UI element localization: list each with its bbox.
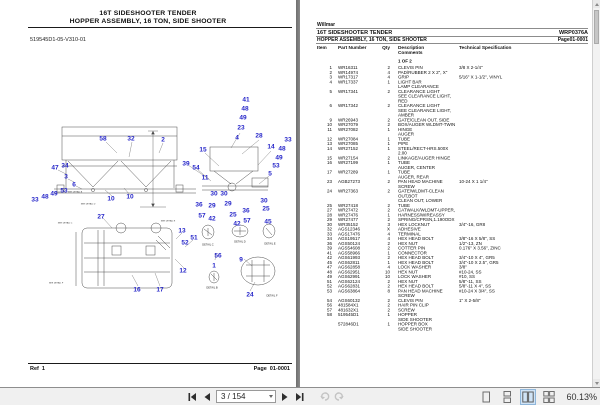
continuous-view-button[interactable] [499,389,515,405]
diagram-callout: 33 [31,196,39,204]
table-row: 15 WR27154 2 LINKAGE/AUGER HINGE [326,155,451,161]
table-row: 33 AGS17476 4 TERMINAL [326,231,421,237]
table-row: 42 AGS61993 2 HEX HEAD BOLT 3/4"-10 X 4", GR5 [326,255,495,260]
col-technical-specification: Technical Specification [459,45,512,51]
facing-pages-icon [522,391,534,403]
table-row: 56 481584X1 2 HAIR PIN CLIP [326,302,429,308]
diagram-callout: 29 [208,202,216,210]
diagram-callout: 33 [284,136,292,144]
footer-page-number: Page 01-0001 [253,366,290,372]
detail-label: DETAIL D [234,240,246,244]
diagram-callout: 49 [275,154,283,162]
hopper-diagram-svg [0,0,296,386]
next-view-button[interactable] [333,391,345,403]
col-part-number: Part Number [338,45,367,51]
arrow-down-icon [595,382,599,385]
scrollbar-thumb[interactable] [594,10,599,44]
table-row: 36 AGS50124 2 HEX NUT 1/2"-13, ZN [326,240,482,246]
diagram-callout: 56 [214,252,222,260]
page-dropdown-caret-icon [269,395,273,398]
last-page-button[interactable] [294,391,306,403]
rule [316,43,588,44]
table-row: 39 AGS54608 2 COTTER PIN 0.176" X 3.56", ZINC [326,245,501,251]
brand-name: Willmar [317,22,336,28]
section-label: 1 OF 2 [398,58,412,64]
parts-table-body [300,66,592,332]
table-row: 32 AGS12346 X ADHESIVE [326,226,421,232]
table-row: 53 AGS63864 8 PAN HEAD MACHINE SCREW #10-24 X 3/4", SS [326,288,495,298]
diagram-callout: 51 [190,234,198,242]
table-row: 30 WR35152 3 HEX LOCKNUT 3/4"-16, GR8 [326,221,486,227]
table-row: 48 AGS62951 10 HEX NUT #10-24, SS [326,269,482,275]
table-header-row [300,46,592,56]
page-number-input[interactable] [216,390,276,403]
table-row: 14 WR27152 1 STEEL/RECT-HRS.500X 2.00 [326,145,449,156]
zoom-level[interactable]: 60.13% [566,391,597,402]
diagram-callout: 54 [192,164,200,172]
diagram-callout: 27 [97,213,105,221]
scroll-down-button[interactable] [593,379,600,387]
diagram-callout: 58 [99,135,107,143]
see-detail-ref: SEE DETAIL C [57,222,73,225]
page-indicator: 3 / 154 [221,392,246,401]
diagram-callout: 30 [210,190,218,198]
diagram-callout: 29 [224,200,232,208]
col-description: Description Comments [398,45,425,56]
facing-view-button[interactable] [520,389,536,405]
footer-rule [28,363,292,364]
diagram-callout: 25 [229,211,237,219]
table-row: 45 AGS62811 1 HEX HEAD BOLT 3/4"-10 X 2.5", GR5 [326,259,499,265]
first-page-button[interactable] [186,391,198,403]
left-page [0,0,296,387]
left-page-title: 16T SIDESHOOTER TENDER [99,10,197,17]
diagram-callout: 23 [237,124,245,132]
diagram-callout: 15 [199,146,207,154]
diagram-callout: 36 [195,201,203,209]
diagram-callout: 49 [50,190,58,198]
first-page-icon [187,392,197,402]
diagram-callout: 13 [178,227,186,235]
diagram-callout: 48 [241,105,249,113]
table-row: 51 AGS62124 2 HEX NUT 5/8"-11, SS [326,278,482,284]
col-qty: Qty [382,45,390,51]
diagram-callout: 48 [41,193,49,201]
diagram-callout: 39 [182,160,190,168]
last-page-icon [295,392,305,402]
diagram-callout: 30 [260,197,268,205]
table-row: 4 WR17337 1 LIGHT BAR LAMP CLEARANCE [329,79,439,89]
diagram-callout: 4 [235,134,239,142]
table-row: 24 WR27363 2 GATE/WLDMT-CLEAN OUT,BOT CLEAN OUT, LOWER [326,188,444,203]
table-row: 13 WR27085 1 PIPE [326,141,409,146]
diagram-callout: 32 [127,135,135,143]
page-ref: Page01-0001 [557,37,588,43]
next-page-icon [280,392,290,402]
detail-label: DETAIL C [202,243,214,247]
parts-title: 16T SIDESHOOTER TENDER [317,29,393,36]
diagram-callout: 9 [239,256,243,264]
diagram-callout: 11 [201,174,209,182]
see-detail-ref: SEE DETAIL E [160,220,176,223]
diagram-callout: 12 [179,267,187,275]
table-row: 16 WR27199 1 TUBE AUGER, CENTER [326,160,436,170]
table-row: 27 WR27472 2 CATWALK/WLDMT-UPPER, [326,207,456,213]
footer-ref: Ref 1 [30,366,45,372]
next-view-icon [334,391,345,402]
next-page-button[interactable] [279,391,291,403]
table-row: 11 WR27082 1 HINGE AUGER [327,126,415,137]
table-row: 12 WR27084 1 TUBE [326,136,411,142]
table-row: 57 481632X1 2 SCREW [326,307,415,313]
table-row: 49 AGS62991 10 LOCK WASHER #10, SS [326,274,476,279]
diagram-callout: 47 [51,164,59,172]
diagram-callout: 6 [72,181,76,189]
table-row: 29 WR27477 2 SPRING/CPRSN,1.190ODX [326,217,455,222]
bottom-toolbar [0,387,600,405]
single-page-view-button[interactable] [478,389,494,405]
detail-label: DETAIL F [266,294,278,298]
table-row: 572846D1 1 HOPPER BOX SIDE SHOOTER [338,321,433,332]
right-page [300,0,592,387]
scroll-up-button[interactable] [593,0,600,8]
table-row: 3 WR17317 4 GRIP 5/16" X 1-1/2", VINYL [329,74,503,80]
previous-view-button[interactable] [318,391,330,403]
detail-label: DETAIL B [206,286,218,290]
arrow-up-icon [595,3,599,6]
table-row: 9 WR26943 2 GATE/CLEAN OUT, SIDE [329,117,450,123]
left-page-subtitle: HOPPER ASSEMBLY, 16 TON, SIDE SHOOTER [69,18,227,25]
diagram-callout: 10 [107,195,115,203]
table-row: 28 WR27476 1 HARNESS/WIREASSY [326,212,445,218]
diagram-callout: 57 [198,212,206,220]
table-row: 52 AGS62831 2 HEX HEAD BOLT 5/8"-11 X 4", SS [326,283,492,289]
single-page-icon [480,391,492,403]
vertical-scrollbar[interactable] [592,0,600,387]
continuous-facing-icon [543,391,555,403]
diagram-callout: 14 [267,143,275,151]
diagram-callout: 42 [233,220,241,228]
col-item: Item [317,45,327,51]
table-row: 34 AGS19517 4 HEX HEAD BOLT 3/8"-16 X 5/8", SS [326,236,496,241]
continuous-page-icon [501,391,513,403]
see-detail-ref: SEE DETAIL F [48,282,64,285]
see-detail-ref: SEE DETAIL D [80,203,96,206]
diagram-callout: 17 [156,286,164,294]
diagram-callout: 42 [208,215,216,223]
previous-view-icon [319,391,330,402]
table-row: 54 AGS60132 2 CLEVIS PIN 1" X 2-5/8" [326,297,481,303]
previous-page-button[interactable] [201,391,213,403]
diagram-callout: 30 [220,190,228,198]
diagram-callout: 25 [262,205,270,213]
detail-label: DETAIL E [264,242,276,246]
table-row: 25 WR27418 2 TUBE [326,202,411,208]
continuous-facing-view-button[interactable] [541,389,557,405]
diagram-callout: 48 [278,145,286,153]
table-row: 47 AGS62858 4 LOCK WASHER 3/8" [326,264,467,270]
diagram-callout: 1 [212,262,216,270]
diagram-callout: 3 [64,173,68,181]
diagram-callout: 52 [181,239,189,247]
diagram-callout: 49 [239,114,247,122]
table-row: 1 WR16311 2 CLEVIS PIN 3/8 X 2-1/4" [329,65,483,70]
see-detail-ref: SEE DETAIL B [67,191,83,194]
table-row: 17 WR27289 1 TUBE AUGER, REAR [326,169,430,180]
table-row: 58 519545D1 1 HOPPER SIDE SHOOTER [326,312,433,322]
diagram-callout: 2 [161,136,165,144]
doc-code: WRP0376A [558,29,588,36]
table-row: 10 WR27079 2 BOX/AUGER WLDMT-TWIN [326,122,456,127]
table-row: 41 AGS58966 1 CONNECTOR [326,250,427,256]
drawing-number: 519545D1-05-V310-01 [30,37,86,43]
diagram-callout: 34 [61,162,69,170]
diagram-callout: 10 [126,193,134,201]
table-row: 6 WR17342 2 CLEARANCE LIGHT SEE CLEARANCE LIGHT, AMBER [329,103,452,118]
diagram-callout: 24 [246,291,254,299]
table-row: 23 AGB27273 2 PAN HEAD MACHINE SCREW 10-24 X 1 1/4" [326,179,488,189]
diagram-callout: 5 [268,170,272,178]
table-row: 5 WR17341 2 CLEARANCE LIGHT SEE CLEARANCE LIGHT, RED [329,88,452,104]
parts-subtitle: HOPPER ASSEMBLY, 16 TON, SIDE SHOOTER [317,37,427,43]
diagram-callout: 53 [272,162,280,170]
diagram-callout: 45 [264,218,272,226]
diagram-callout: 16 [133,286,141,294]
diagram-callout: 53 [60,187,68,195]
diagram-callout: 41 [242,96,250,104]
diagram-callout: 28 [255,132,263,140]
table-row: 2 WR14974 4 PAD/RUBBER 2 X 2", X" [329,69,448,75]
previous-page-icon [202,392,212,402]
diagram-callout: 57 [243,217,251,225]
diagram-callout: 36 [242,207,250,215]
